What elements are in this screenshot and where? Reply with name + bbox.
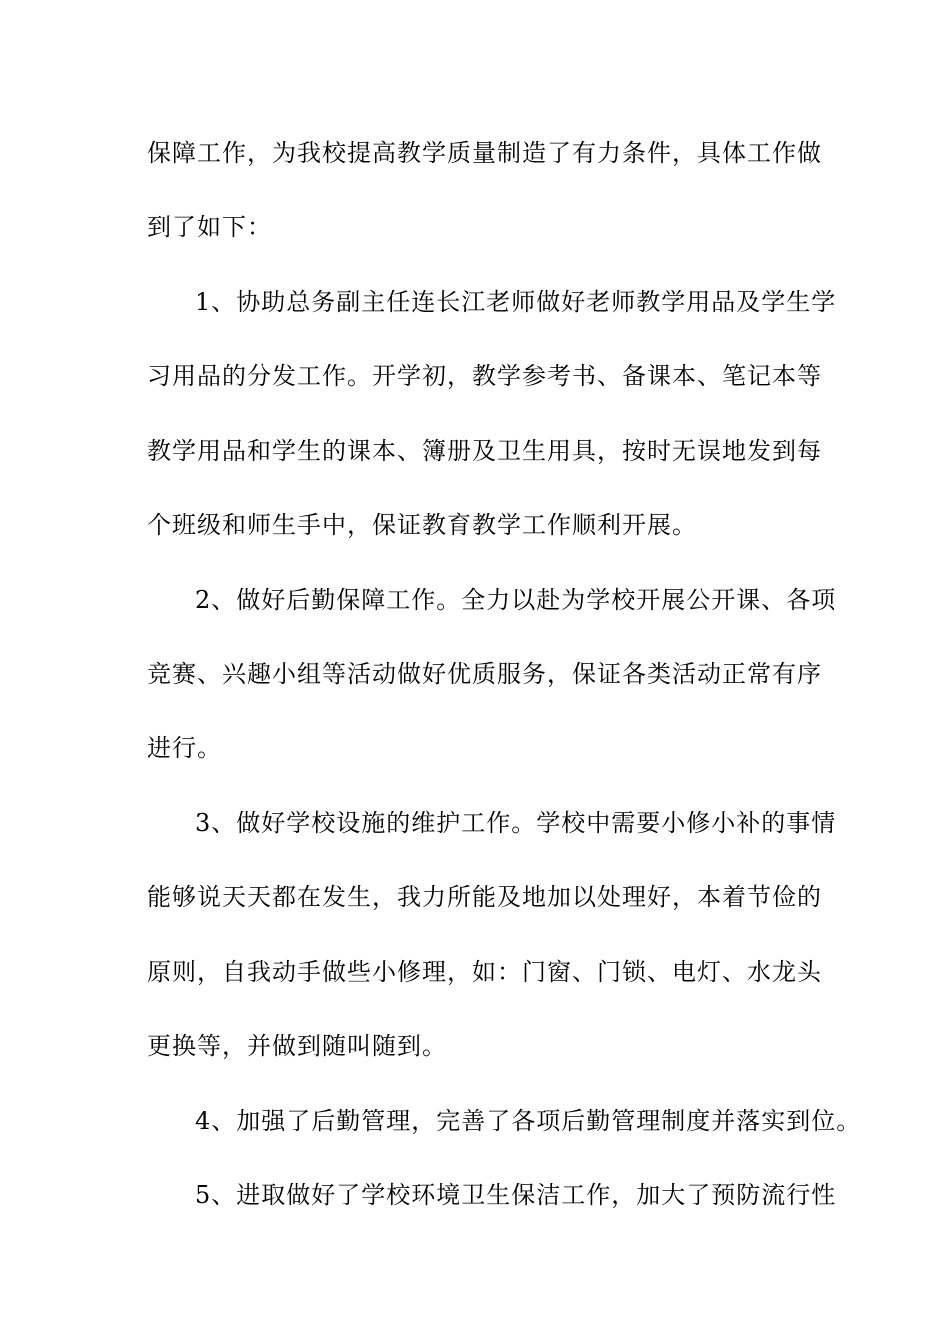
list-item-2-line: 2、做好后勤保障工作。全力以赴为学校开展公开课、各项 — [195, 586, 837, 614]
paragraph-line: 进行。 — [147, 734, 222, 762]
list-item-4-line: 4、加强了后勤管理，完善了各项后勤管理制度并落实到位。 — [195, 1107, 862, 1135]
paragraph-line: 竞赛、兴趣小组等活动做好优质服务，保证各类活动正常有序 — [147, 660, 822, 688]
paragraph-line: 更换等，并做到随叫随到。 — [147, 1032, 447, 1060]
paragraph-line: 保障工作，为我校提高教学质量制造了有力条件，具体工作做 — [147, 139, 822, 167]
paragraph-line: 教学用品和学生的课本、簿册及卫生用具，按时无误地发到每 — [147, 437, 822, 465]
paragraph-line: 原则，自我动手做些小修理，如：门窗、门锁、电灯、水龙头 — [147, 958, 822, 986]
paragraph-line: 到了如下： — [147, 213, 272, 241]
paragraph-line: 能够说天天都在发生，我力所能及地加以处理好，本着节俭的 — [147, 883, 822, 911]
paragraph-line: 个班级和师生手中，保证教育教学工作顺利开展。 — [147, 511, 697, 539]
paragraph-line: 习用品的分发工作。开学初，教学参考书、备课本、笔记本等 — [147, 362, 822, 390]
list-item-5-line: 5、进取做好了学校环境卫生保洁工作，加大了预防流行性 — [195, 1181, 837, 1209]
list-item-3-line: 3、做好学校设施的维护工作。学校中需要小修小补的事情 — [195, 809, 837, 837]
list-item-1-line: 1、协助总务副主任连长江老师做好老师教学用品及学生学 — [195, 288, 837, 316]
